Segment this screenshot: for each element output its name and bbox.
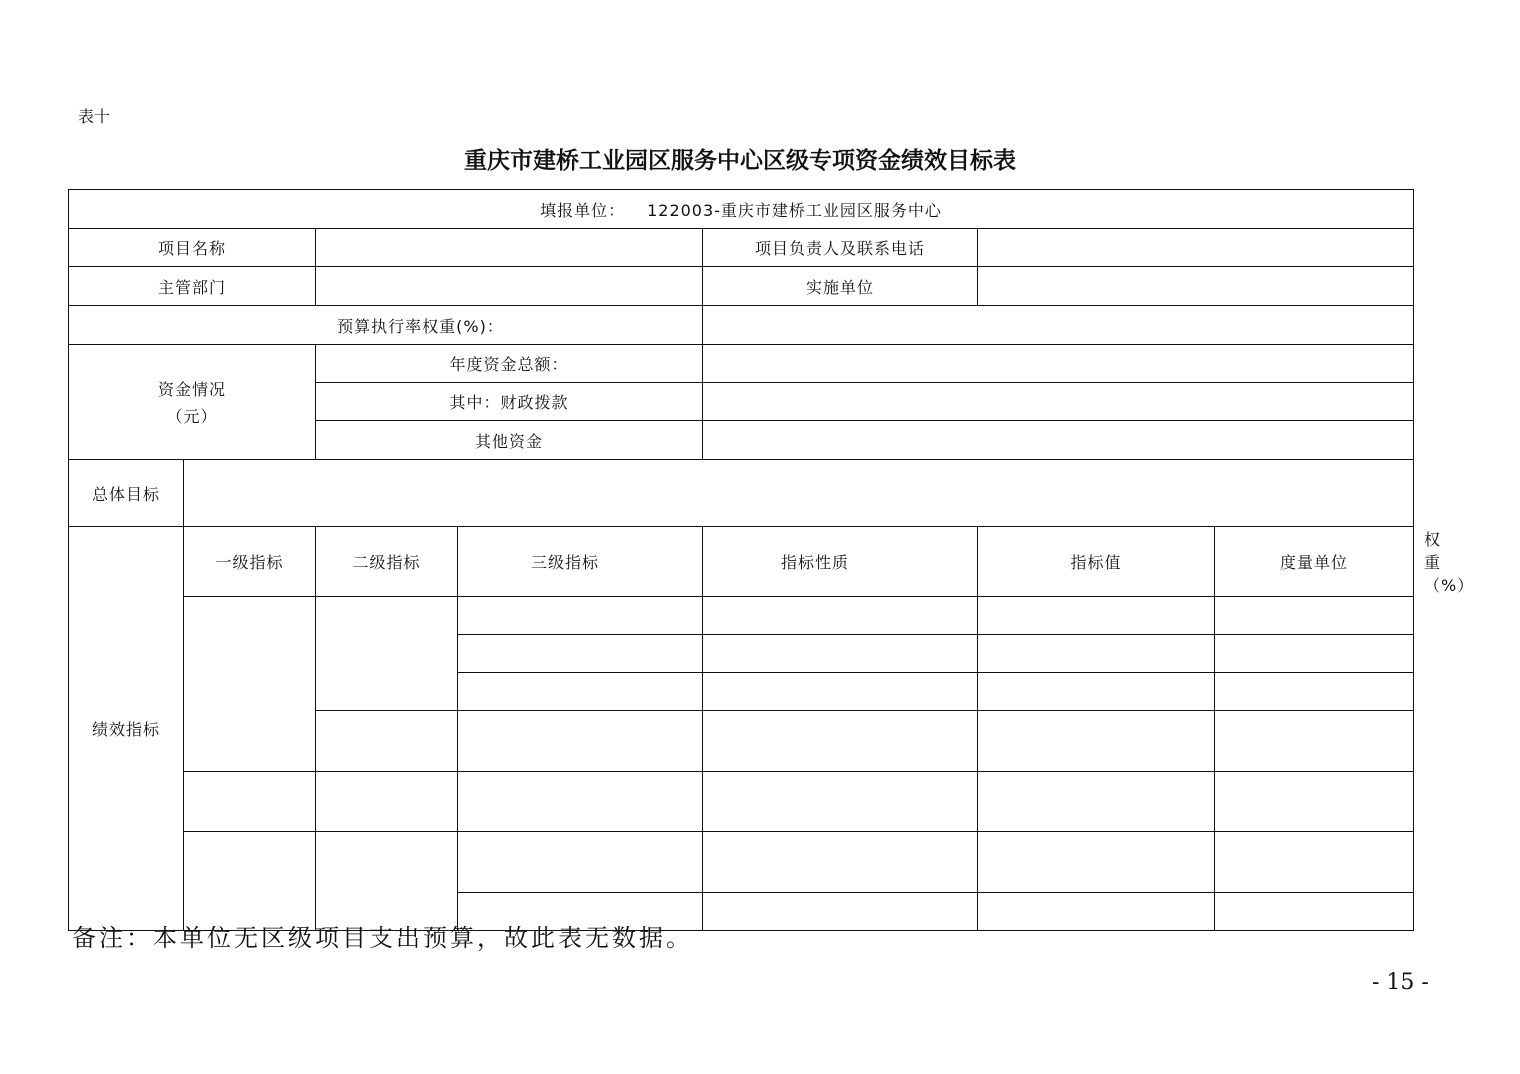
- funds-fiscal-label: 其中：财政拨款: [316, 383, 703, 421]
- nature-cell: [703, 711, 978, 772]
- level3-cell: [458, 673, 703, 711]
- implementing-unit-label: 实施单位: [703, 267, 978, 306]
- fill-unit-label: 填报单位：: [540, 200, 626, 220]
- nature-cell: [703, 635, 978, 673]
- funds-other-label: 其他资金: [316, 421, 703, 460]
- level3-cell: [458, 772, 703, 832]
- value-cell: [978, 673, 1215, 711]
- department-label: 主管部门: [69, 267, 316, 306]
- header-level2: 二级指标: [316, 527, 458, 597]
- table-label: 表十: [78, 107, 111, 126]
- page-number: - 15 -: [1372, 970, 1429, 995]
- nature-cell: [703, 597, 978, 635]
- overall-goal-value: [184, 460, 1414, 527]
- value-cell: [978, 635, 1215, 673]
- header-nature: 指标性质: [703, 527, 978, 597]
- level3-cell: [458, 711, 703, 772]
- overall-goal-label: 总体目标: [69, 460, 184, 527]
- table-row: [69, 597, 1414, 635]
- level2-cell: [316, 597, 458, 711]
- header-level1: 一级指标: [184, 527, 316, 597]
- fill-unit-cell: [69, 190, 1414, 229]
- funds-label-line2: （元）: [166, 407, 218, 426]
- funds-fiscal-value: [703, 383, 1414, 421]
- nature-cell: [703, 893, 978, 931]
- implementing-unit-value: [978, 267, 1414, 306]
- funds-label-line1: 资金情况: [157, 380, 226, 399]
- document-title: 重庆市建桥工业园区服务中心区级专项资金绩效目标表: [464, 147, 1016, 174]
- level1-cell: [184, 597, 316, 772]
- project-owner-value: [978, 229, 1414, 267]
- nature-cell: [703, 673, 978, 711]
- level3-cell: [458, 597, 703, 635]
- budget-weight-value: [703, 306, 1414, 345]
- funds-other-value: [703, 421, 1414, 460]
- table-row: [69, 832, 1414, 893]
- nature-cell: [703, 832, 978, 893]
- fill-unit-value: 122003-重庆市建桥工业园区服务中心: [647, 200, 942, 220]
- unit-cell: [1215, 832, 1414, 893]
- level2-cell: [316, 772, 458, 832]
- unit-cell: [1215, 893, 1414, 931]
- value-cell: [978, 832, 1215, 893]
- unit-cell: [1215, 635, 1414, 673]
- project-name-label: 项目名称: [69, 229, 316, 267]
- value-cell: [978, 711, 1215, 772]
- budget-weight-label: 预算执行率权重(%)：: [69, 306, 703, 345]
- performance-goal-table: 填报单位： 122003-重庆市建桥工业园区服务中心 项目名称 项目负责人及联系电话 主管部门 实施单位 预算执行率权重(%)： 资金情况 （元） 年度资金总额： 其中：财政拨款 其他资金 总体目标 绩效指标 一级指标 二级指标 三级指标 指标性质 指标值 度量单位 权重（%）: [68, 189, 1414, 931]
- project-name-value: [316, 229, 703, 267]
- department-value: [316, 267, 703, 306]
- unit-cell: [1215, 772, 1414, 832]
- value-cell: [978, 893, 1215, 931]
- funds-total-value: [703, 345, 1414, 383]
- level2-cell: [316, 711, 458, 772]
- level1-cell: [184, 772, 316, 832]
- level2-cell: [316, 832, 458, 931]
- funds-label: [69, 345, 316, 460]
- header-value: 指标值: [978, 527, 1215, 597]
- level3-cell: [458, 635, 703, 673]
- project-owner-label: 项目负责人及联系电话: [703, 229, 978, 267]
- value-cell: [978, 597, 1215, 635]
- header-unit: 度量单位: [1215, 527, 1414, 597]
- value-cell: [978, 772, 1215, 832]
- remark-note: 备注：本单位无区级项目支出预算，故此表无数据。: [72, 924, 693, 952]
- indicators-label: 绩效指标: [69, 527, 184, 931]
- nature-cell: [703, 772, 978, 832]
- funds-total-label: 年度资金总额：: [316, 345, 703, 383]
- table-row: [69, 772, 1414, 832]
- header-level3: 三级指标: [458, 527, 703, 597]
- level1-cell: [184, 832, 316, 931]
- unit-cell: [1215, 711, 1414, 772]
- unit-cell: [1215, 597, 1414, 635]
- unit-cell: [1215, 673, 1414, 711]
- level3-cell: [458, 832, 703, 893]
